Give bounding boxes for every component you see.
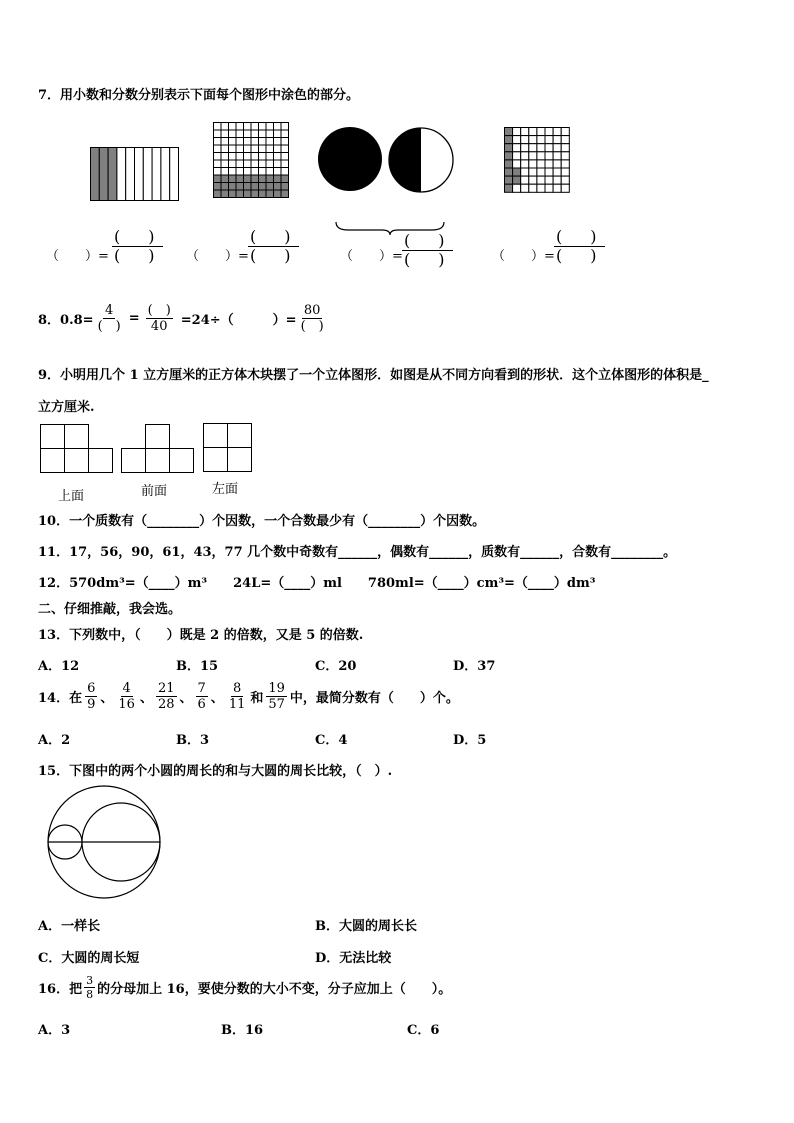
grid64-cell (521, 152, 529, 160)
grid64-cell (505, 184, 513, 192)
q8-mid[interactable]: =24÷（ ）= (180, 313, 297, 328)
q9-line2: 立方厘米. (38, 400, 95, 415)
q8-frac3-num: 80 (303, 303, 321, 318)
grid100-cell (214, 153, 222, 161)
bar-cell (143, 148, 152, 201)
q7-frac-2[interactable] (248, 229, 299, 264)
grid100-cell (214, 183, 222, 191)
bar-cell (91, 148, 100, 201)
grid64-cell (561, 128, 569, 136)
grid100-cell (244, 138, 252, 146)
grid100-cell (259, 145, 267, 153)
q9-view-front (121, 424, 195, 474)
q14-and: 和 (250, 691, 264, 706)
grid64-cell (545, 176, 553, 184)
q7-figure-grid64 (504, 127, 570, 197)
grid100-cell (259, 153, 267, 161)
q9-label-left: 左面 (212, 482, 239, 497)
q14-tail[interactable]: 中，最简分数有（ ）个。 (289, 691, 459, 706)
q7-frac-1-den: ( ) (114, 246, 161, 265)
grid64-cell (545, 152, 553, 160)
q15-option-c[interactable]: C．大圆的周长短 (38, 951, 140, 966)
grid100-cell (221, 168, 229, 176)
grid100-cell (274, 130, 282, 138)
q7-frac-3-den: ( ) (404, 250, 451, 269)
bar-cell (126, 148, 135, 201)
grid100-cell (236, 175, 244, 183)
grid100-cell (266, 190, 274, 198)
grid64-cell (537, 152, 545, 160)
grid100-cell (266, 145, 274, 153)
grid64-cell (537, 184, 545, 192)
q7-figure-grid100 (213, 122, 289, 198)
q7-figure-circles (316, 127, 456, 193)
q13-text: 13．下列数中，（ ）既是 2 的倍数，又是 5 的倍数. (38, 628, 364, 643)
grid100-cell (214, 145, 222, 153)
grid100-cell (236, 183, 244, 191)
grid64-cell (553, 184, 561, 192)
grid100-cell (214, 138, 222, 146)
q16-option-a[interactable]: A．3 (38, 1023, 71, 1038)
grid64-cell (513, 144, 521, 152)
grid100-cell (259, 160, 267, 168)
grid64-cell (553, 136, 561, 144)
grid100-cell (244, 175, 252, 183)
q16-option-b[interactable]: B．16 (221, 1023, 264, 1038)
grid100-cell (236, 153, 244, 161)
grid64-cell (529, 152, 537, 160)
grid64-cell (521, 160, 529, 168)
grid100-cell (251, 123, 259, 131)
q8-frac1-den[interactable]: ( ) (97, 319, 121, 334)
q8-lead: 8．0.8= (38, 313, 94, 328)
q7-frac-2-den: ( ) (250, 246, 297, 265)
grid64-cell (561, 184, 569, 192)
grid100-cell (229, 175, 237, 183)
q15-text: 15．下图中的两个小圆的周长的和与大圆的周长比较，（ ）. (38, 764, 393, 779)
bar-cell (135, 148, 144, 201)
grid64-cell (553, 152, 561, 160)
grid64-cell (561, 160, 569, 168)
grid100-cell (259, 130, 267, 138)
grid64-cell (505, 152, 513, 160)
q9-line1: 9．小明用几个 1 立方厘米的正方体木块摆了一个立体图形．如图是从不同方向看到的形状．这个立体图形的体积是_ (38, 368, 709, 383)
grid100-cell (244, 190, 252, 198)
grid100-cell (229, 123, 237, 131)
q15-option-a[interactable]: A．一样长 (38, 919, 101, 934)
grid64-cell (529, 184, 537, 192)
q11-text[interactable]: 11．17，56，90，61，43，77 几个数中奇数有______，偶数有______，质数有______，合数有________。 (38, 545, 677, 560)
grid64-cell (513, 176, 521, 184)
q7-frac-4[interactable] (554, 229, 605, 264)
grid100-cell (281, 160, 289, 168)
grid64-cell (505, 176, 513, 184)
grid64-cell (529, 160, 537, 168)
grid100-cell (214, 130, 222, 138)
bar-cell (108, 148, 117, 201)
grid64-cell (529, 128, 537, 136)
grid64-cell (521, 128, 529, 136)
q15-circles-figure (46, 784, 164, 902)
grid64-cell (513, 184, 521, 192)
grid64-cell (545, 128, 553, 136)
grid100-cell (251, 175, 259, 183)
grid64-cell (521, 144, 529, 152)
q14-frac-3: $\frac{21}{28}$ (157, 681, 175, 712)
q7-blank-3[interactable]: （ ）= (340, 249, 403, 264)
q14-option-c[interactable]: C．4 (315, 733, 348, 748)
grid100-cell (221, 145, 229, 153)
grid100-cell (251, 145, 259, 153)
grid100-cell (281, 130, 289, 138)
q14-frac-1: $\frac{6}{9}$ (87, 681, 96, 712)
q7-blank-1[interactable]: （ ）= (46, 249, 109, 264)
grid100-cell (251, 153, 259, 161)
grid100-cell (281, 153, 289, 161)
q16-lead: 16．把 (38, 982, 83, 997)
grid100-cell (274, 153, 282, 161)
grid100-cell (251, 183, 259, 191)
q7-frac-3-num: ( ) (404, 231, 451, 250)
q7-frac-2-num: ( ) (250, 227, 297, 246)
q7-frac-3[interactable] (402, 233, 453, 268)
q9-view-top (40, 424, 114, 474)
grid100-cell (274, 190, 282, 198)
grid100-cell (229, 138, 237, 146)
grid100-cell (244, 168, 252, 176)
grid64-cell (545, 160, 553, 168)
grid100-cell (274, 123, 282, 131)
grid64-cell (561, 144, 569, 152)
grid64-cell (561, 168, 569, 176)
grid100-cell (266, 123, 274, 131)
grid64-cell (537, 144, 545, 152)
grid100-cell (281, 168, 289, 176)
grid100-cell (244, 160, 252, 168)
grid64-cell (513, 160, 521, 168)
grid100-cell (251, 190, 259, 198)
q7-figure-bars (90, 147, 180, 201)
grid100-cell (266, 130, 274, 138)
grid100-cell (266, 175, 274, 183)
grid100-cell (229, 145, 237, 153)
grid100-cell (281, 138, 289, 146)
grid100-cell (221, 160, 229, 168)
q14-frac-5: $\frac{8}{11}$ (228, 681, 246, 712)
grid64-cell (553, 168, 561, 176)
grid100-cell (244, 183, 252, 191)
grid64-cell (545, 136, 553, 144)
q7-frac-4-num: ( ) (556, 227, 603, 246)
q7-blank-2[interactable]: （ ）= (186, 249, 249, 264)
grid64-cell (553, 144, 561, 152)
grid64-cell (561, 152, 569, 160)
bar-cell (161, 148, 170, 201)
q14-option-d[interactable]: D．5 (453, 733, 487, 748)
grid64-cell (521, 176, 529, 184)
q7-blank-4[interactable]: （ ）= (492, 249, 555, 264)
grid100-cell (244, 145, 252, 153)
q14-frac-4: $\frac{7}{6}$ (197, 681, 206, 712)
grid100-cell (259, 190, 267, 198)
grid64-cell (545, 144, 553, 152)
grid100-cell (221, 138, 229, 146)
q8-frac2-den: 40 (150, 319, 168, 334)
grid100-cell (236, 138, 244, 146)
grid64-cell (545, 168, 553, 176)
grid100-cell (214, 190, 222, 198)
grid100-cell (229, 183, 237, 191)
q14-lead: 14．在 (38, 691, 83, 706)
q9-view-left (203, 423, 253, 473)
grid100-cell (274, 183, 282, 191)
grid100-cell (236, 123, 244, 131)
grid100-cell (281, 145, 289, 153)
q8-frac1-num: 4 (105, 303, 114, 318)
grid64-cell (561, 176, 569, 184)
q7-frac-1-num: ( ) (114, 227, 161, 246)
grid100-cell (244, 153, 252, 161)
bar-cell (170, 148, 179, 201)
grid64-cell (537, 136, 545, 144)
grid100-cell (251, 168, 259, 176)
q8-frac3-den[interactable]: ( ) (300, 319, 324, 334)
q14-frac-2: $\frac{4}{16}$ (118, 681, 135, 712)
grid100-cell (221, 183, 229, 191)
grid100-cell (259, 123, 267, 131)
q16-frac: $\frac{3}{8}$ (86, 974, 94, 1001)
q8-eq: = (128, 311, 140, 326)
q15-option-d[interactable]: D．无法比较 (315, 951, 392, 966)
grid100-cell (259, 138, 267, 146)
grid100-cell (214, 123, 222, 131)
grid100-cell (221, 175, 229, 183)
q14-frac-6: $\frac{19}{57}$ (268, 681, 285, 712)
grid64-cell (513, 152, 521, 160)
grid100-cell (214, 175, 222, 183)
grid64-cell (521, 168, 529, 176)
grid64-cell (561, 136, 569, 144)
grid100-cell (274, 145, 282, 153)
grid100-cell (214, 160, 222, 168)
grid100-cell (221, 153, 229, 161)
grid100-cell (266, 138, 274, 146)
grid64-cell (537, 168, 545, 176)
grid64-cell (553, 176, 561, 184)
q9-label-top: 上面 (58, 489, 85, 504)
q10-text[interactable]: 10．一个质数有（________）个因数，一个合数最少有（________）个因数。 (38, 514, 486, 529)
q15-option-b[interactable]: B．大圆的周长长 (315, 919, 417, 934)
bar-cell (99, 148, 108, 201)
q14-option-a[interactable]: A．2 (38, 733, 71, 748)
grid100-cell (281, 190, 289, 198)
grid100-cell (229, 168, 237, 176)
grid64-cell (529, 176, 537, 184)
grid100-cell (214, 168, 222, 176)
grid64-cell (529, 168, 537, 176)
q13-option-a[interactable]: A．12 (38, 659, 80, 674)
q9-label-front: 前面 (141, 484, 168, 499)
grid100-cell (236, 190, 244, 198)
q7-frac-1[interactable] (112, 229, 163, 264)
grid100-cell (236, 160, 244, 168)
grid100-cell (229, 153, 237, 161)
grid64-cell (553, 160, 561, 168)
grid64-cell (537, 176, 545, 184)
q16-option-c[interactable]: C．6 (407, 1023, 440, 1038)
q7-frac-4-den: ( ) (556, 246, 603, 265)
grid100-cell (281, 183, 289, 191)
q14-sep: 、 (179, 691, 193, 706)
grid100-cell (259, 175, 267, 183)
q8-line (38, 304, 326, 333)
grid100-cell (251, 160, 259, 168)
grid64-cell (505, 144, 513, 152)
grid100-cell (274, 138, 282, 146)
grid100-cell (259, 183, 267, 191)
grid64-cell (505, 128, 513, 136)
grid100-cell (244, 123, 252, 131)
grid64-cell (537, 160, 545, 168)
grid100-cell (281, 123, 289, 131)
grid100-cell (236, 145, 244, 153)
grid100-cell (221, 190, 229, 198)
q14-option-b[interactable]: B．3 (176, 733, 210, 748)
q13-option-d[interactable]: D．37 (453, 659, 496, 674)
grid64-cell (513, 168, 521, 176)
grid64-cell (545, 184, 553, 192)
grid100-cell (259, 168, 267, 176)
grid64-cell (537, 128, 545, 136)
grid64-cell (513, 136, 521, 144)
bar-cell (152, 148, 161, 201)
grid100-cell (229, 160, 237, 168)
grid100-cell (236, 130, 244, 138)
q7-text: 7．用小数和分数分别表示下面每个图形中涂色的部分。 (38, 88, 360, 103)
q8-frac2-num[interactable]: ( ) (147, 303, 171, 318)
q14-sep: 、 (100, 691, 114, 706)
q14-sep: 、 (210, 691, 224, 706)
grid100-cell (274, 168, 282, 176)
q13-option-c[interactable]: C．20 (315, 659, 357, 674)
grid100-cell (251, 138, 259, 146)
grid64-cell (505, 160, 513, 168)
grid100-cell (221, 130, 229, 138)
grid100-cell (266, 153, 274, 161)
section-2-title: 二、仔细推敲，我会选。 (38, 602, 182, 617)
q12-text[interactable]: 12．570dm³=（____）m³ 24L=（____）ml 780ml=（____）cm³=（____）dm³ (38, 576, 596, 591)
q13-option-b[interactable]: B．15 (176, 659, 219, 674)
grid100-cell (229, 190, 237, 198)
q16-tail[interactable]: 的分母加上 16，要使分数的大小不变，分子应加上（ ）。 (97, 982, 452, 997)
q14-line (38, 682, 459, 711)
q14-sep: 、 (139, 691, 153, 706)
grid64-cell (529, 144, 537, 152)
grid64-cell (505, 136, 513, 144)
grid100-cell (281, 175, 289, 183)
grid64-cell (513, 128, 521, 136)
grid64-cell (521, 184, 529, 192)
grid100-cell (221, 123, 229, 131)
grid100-cell (244, 130, 252, 138)
grid100-cell (251, 130, 259, 138)
grid100-cell (266, 168, 274, 176)
grid64-cell (521, 136, 529, 144)
grid100-cell (274, 175, 282, 183)
grid100-cell (229, 130, 237, 138)
bar-cell (117, 148, 126, 201)
grid64-cell (529, 136, 537, 144)
grid64-cell (505, 168, 513, 176)
grid64-cell (553, 128, 561, 136)
q16-line (38, 975, 451, 1000)
grid100-cell (266, 160, 274, 168)
grid100-cell (266, 183, 274, 191)
grid100-cell (236, 168, 244, 176)
grid100-cell (274, 160, 282, 168)
